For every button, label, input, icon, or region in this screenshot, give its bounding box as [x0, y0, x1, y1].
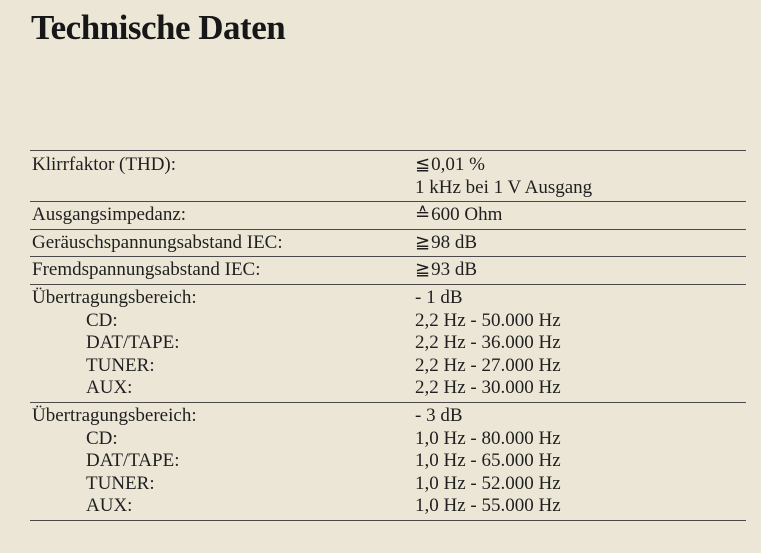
greater-equal-symbol: ≧	[415, 231, 431, 253]
spec-value-text: 98 dB	[431, 231, 478, 253]
spec-subvalue: 1,0 Hz - 52.000 Hz	[415, 472, 561, 494]
greater-equal-symbol: ≧	[415, 259, 431, 281]
spec-sublabel: TUNER:	[86, 354, 155, 376]
less-equal-symbol: ≦	[415, 154, 431, 175]
spec-value	[415, 154, 485, 177]
spec-subvalue: 1,0 Hz - 80.000 Hz	[415, 427, 561, 449]
spec-subrow-cd	[30, 428, 746, 451]
spec-row-fremdspannungsabstand	[30, 257, 746, 285]
spec-row-uebertragungsbereich-1db	[30, 285, 746, 403]
spec-subvalue: 1,0 Hz - 55.000 Hz	[415, 495, 561, 517]
spec-subrow-aux	[30, 495, 746, 518]
spec-sublabel: AUX:	[86, 377, 133, 399]
spec-label: Ausgangsimpedanz:	[32, 204, 187, 226]
spec-subrow-tuner	[30, 355, 746, 378]
spec-subvalue: 2,2 Hz - 27.000 Hz	[415, 354, 561, 376]
spec-label: Übertragungsbereich:	[32, 404, 197, 426]
spec-value	[415, 204, 502, 227]
spec-value: - 1 dB	[415, 286, 463, 308]
spec-label: Geräuschspannungsabstand IEC:	[32, 231, 283, 253]
spec-note: 1 kHz bei 1 V Ausgang	[415, 176, 593, 198]
spec-sublabel: AUX:	[86, 495, 133, 517]
spec-subvalue: 2,2 Hz - 30.000 Hz	[415, 377, 561, 399]
spec-value-text: 0,01 %	[431, 154, 485, 175]
spec-row-geraeuschspannungsabstand	[30, 230, 746, 258]
spec-subvalue: 1,0 Hz - 65.000 Hz	[415, 450, 561, 472]
spec-subrow-cd	[30, 310, 746, 333]
corresponds-symbol: ≙	[415, 204, 431, 226]
spec-subvalue: 2,2 Hz - 50.000 Hz	[415, 309, 561, 331]
spec-value-text: 600 Ohm	[431, 204, 503, 226]
spec-value	[415, 259, 477, 282]
spec-subrow-dat-tape	[30, 332, 746, 355]
spec-sublabel: CD:	[86, 427, 118, 449]
spec-table	[30, 150, 746, 521]
spec-sublabel: DAT/TAPE:	[86, 332, 180, 354]
spec-sublabel: DAT/TAPE:	[86, 450, 180, 472]
page-title: Technische Daten	[31, 8, 286, 47]
spec-label: Fremdspannungsabstand IEC:	[32, 259, 261, 281]
spec-label: Klirrfaktor (THD):	[32, 154, 177, 175]
spec-row-ausgangsimpedanz	[30, 202, 746, 230]
spec-row-uebertragungsbereich-3db	[30, 403, 746, 521]
spec-value-text: 93 dB	[431, 259, 478, 281]
spec-label: Übertragungsbereich:	[32, 286, 197, 308]
spec-subrow-tuner	[30, 473, 746, 496]
spec-sublabel: CD:	[86, 309, 118, 331]
spec-subvalue: 2,2 Hz - 36.000 Hz	[415, 332, 561, 354]
spec-value: - 3 dB	[415, 404, 463, 426]
spec-sublabel: TUNER:	[86, 472, 155, 494]
spec-subrow-aux	[30, 377, 746, 400]
spec-subrow-dat-tape	[30, 450, 746, 473]
spec-value	[415, 232, 477, 255]
spec-row-klirrfaktor	[30, 151, 746, 202]
